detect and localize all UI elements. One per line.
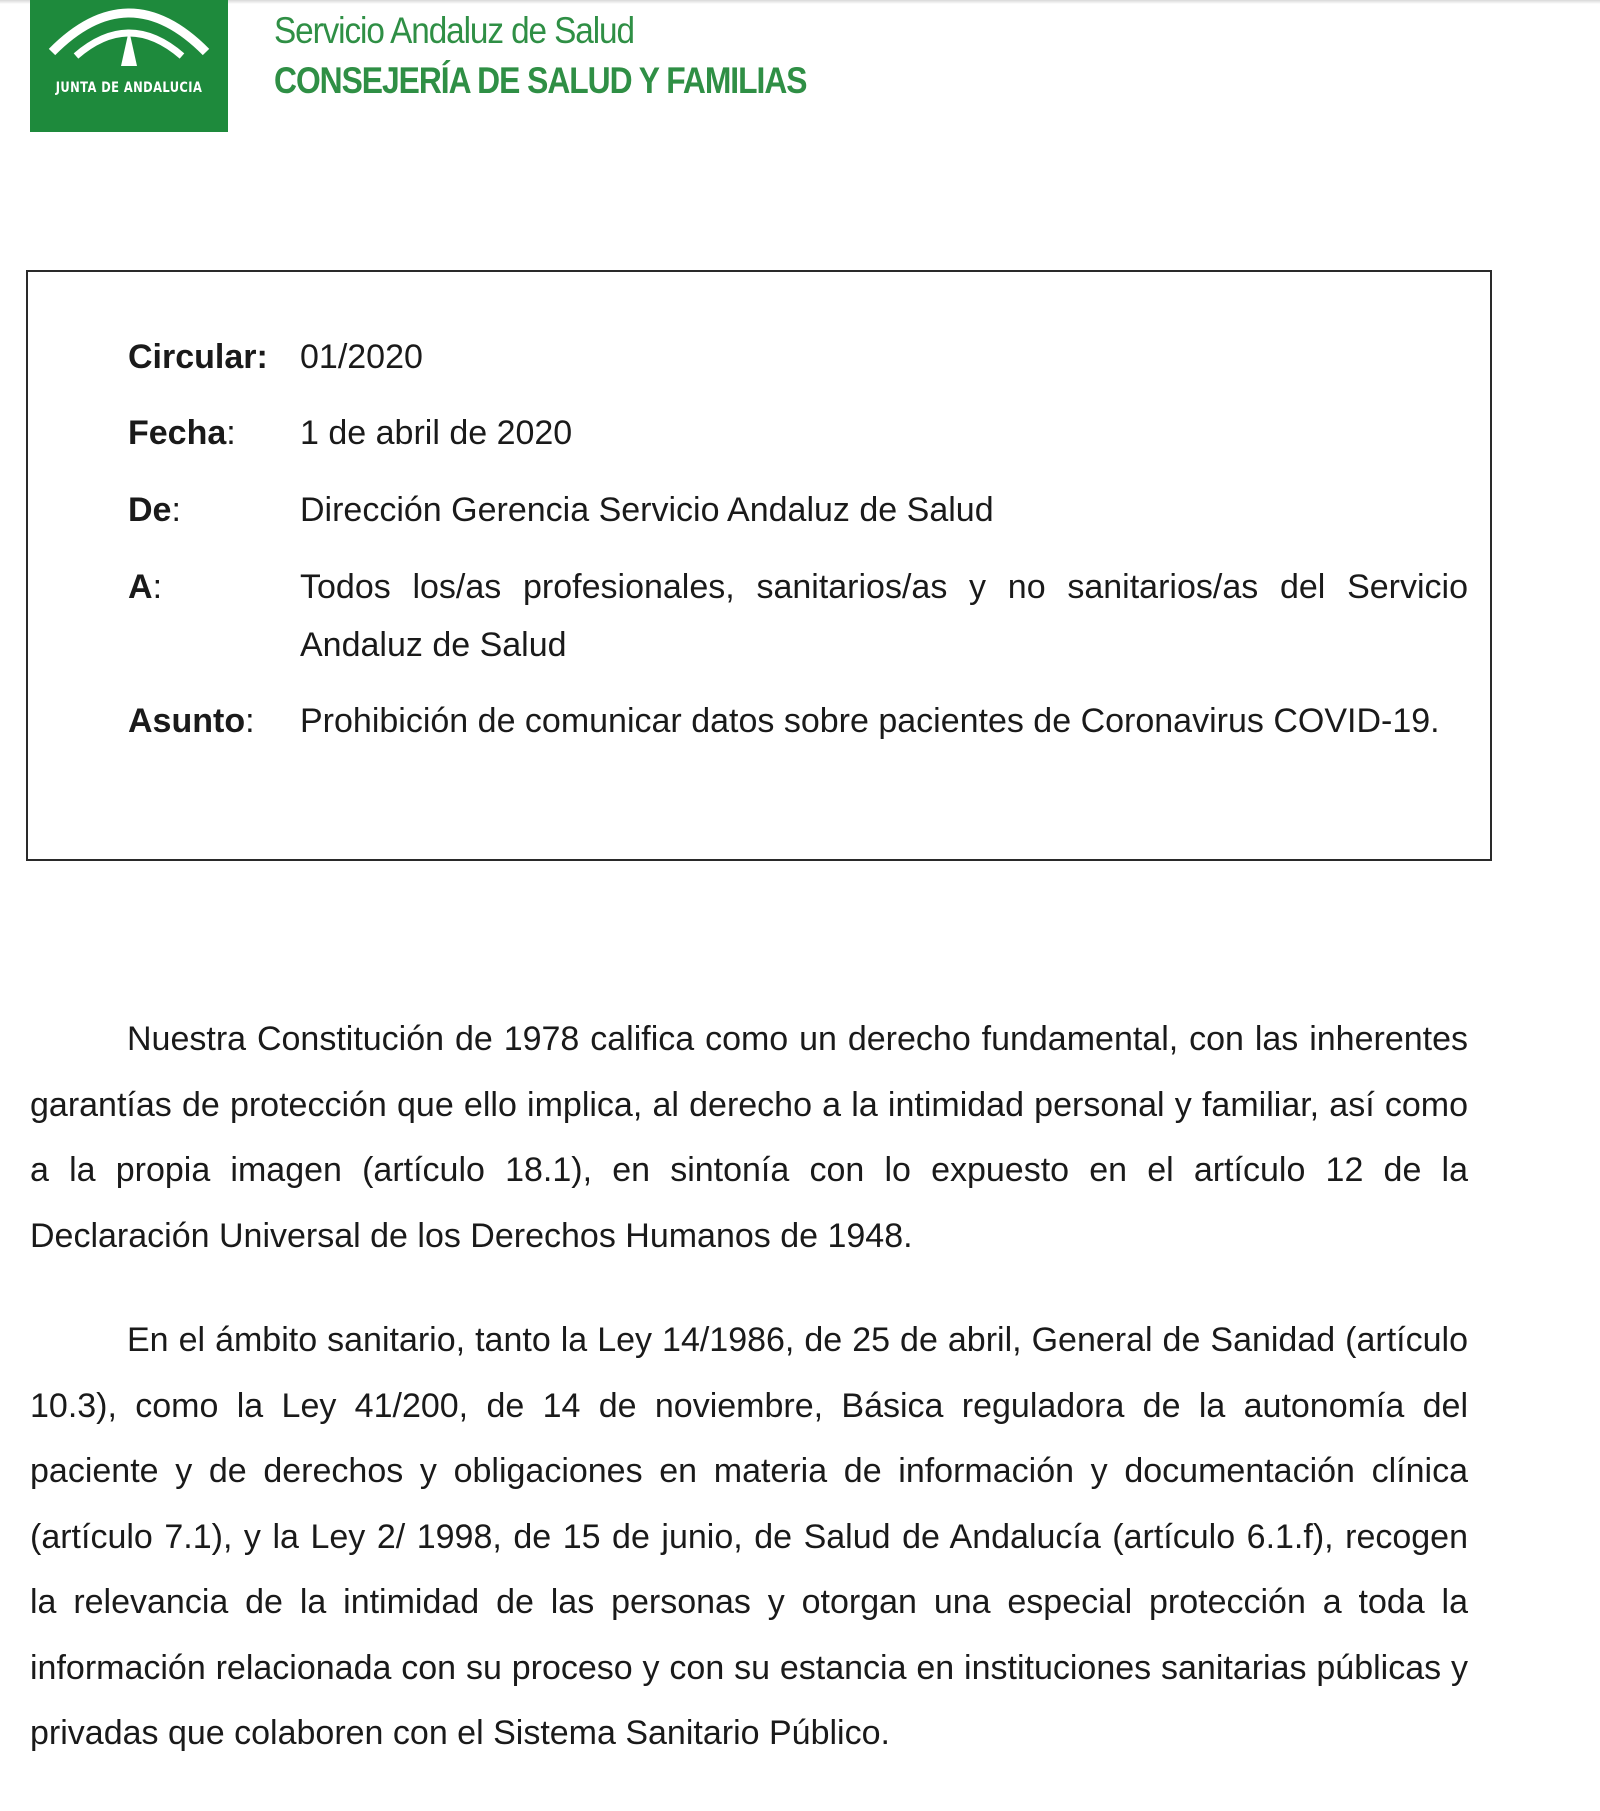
a-label: A: bbox=[128, 568, 163, 606]
memo-header-box bbox=[26, 270, 1492, 861]
logo-emblem-icon bbox=[30, 0, 228, 132]
fecha-value: 1 de abril de 2020 bbox=[300, 414, 573, 452]
page-top-edge bbox=[0, 0, 1600, 4]
asunto-value: Prohibición de comunicar datos sobre pacientes de Coronavirus COVID-19. bbox=[300, 702, 1440, 740]
organization-name: Servicio Andaluz de Salud bbox=[274, 10, 634, 51]
de-value: Dirección Gerencia Servicio Andaluz de Salud bbox=[300, 491, 994, 529]
body-paragraph-2: En el ámbito sanitario, tanto la Ley 14/1986, de 25 de abril, General de Sanidad (artículo 10.3), como la Ley 41/200, de 14 de noviembre, Básica reguladora de la autonomía del paciente y de derechos y obligaciones en materia de información y documentación clínica (artículo 7.1), y la Ley 2/ 1998, de 15 de junio, de Salud de Andalucía (artículo 6.1.f), recogen la relevancia de la intimidad de las personas y otorgan una especial protección a toda la información relacionada con su proceso y con su estancia en instituciones sanitarias públicas y privadas que colaboren con el Sistema Sanitario Público. bbox=[30, 1321, 1468, 1752]
de-label: De: bbox=[128, 491, 181, 529]
department-name: CONSEJERÍA DE SALUD Y FAMILIAS bbox=[274, 60, 807, 101]
a-value: Todos los/as profesionales, sanitarios/as y no sanitarios/as del Servicio Andaluz de Salud bbox=[300, 568, 1468, 664]
junta-de-andalucia-logo bbox=[30, 0, 228, 132]
circular-label: Circular: bbox=[128, 338, 268, 376]
circular-value: 01/2020 bbox=[300, 338, 423, 376]
fecha-label: Fecha: bbox=[128, 414, 236, 452]
logo-caption: JUNTA DE ANDALUCIA bbox=[55, 80, 203, 96]
body-paragraph-1: Nuestra Constitución de 1978 califica como un derecho fundamental, con las inherentes garantías de protección que ello implica, al derecho a la intimidad personal y familiar, así como a la propia imagen (artículo 18.1), en sintonía con lo expuesto en el artículo 12 de la Declaración Universal de los Derechos Humanos de 1948. bbox=[30, 1020, 1468, 1255]
asunto-label: Asunto: bbox=[128, 702, 255, 740]
